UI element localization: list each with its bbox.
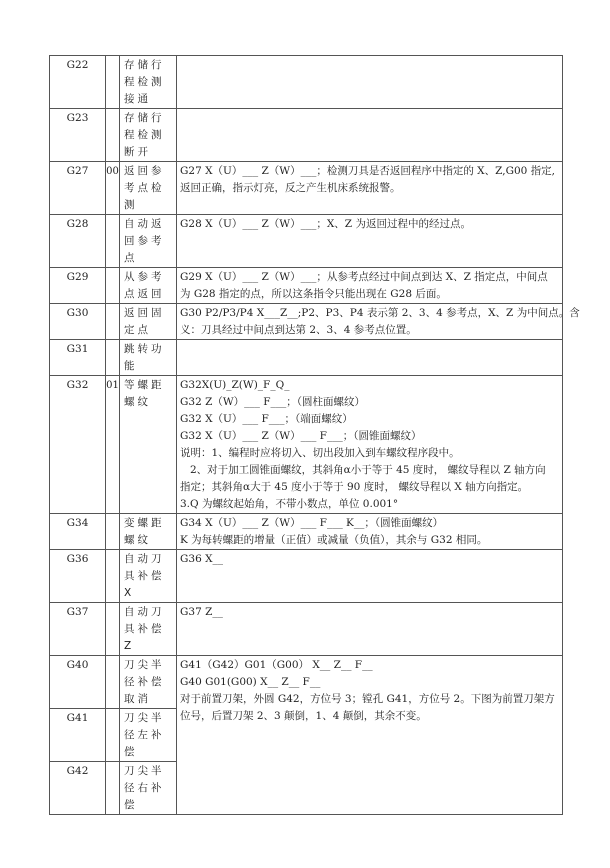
group-cell: [106, 656, 120, 709]
code-cell: G28: [50, 215, 106, 268]
group-cell: [106, 109, 120, 162]
table-row: [50, 376, 563, 514]
desc-cell: [177, 215, 563, 268]
desc-cell: [177, 109, 563, 162]
code-cell: G42: [50, 762, 106, 815]
desc-line: G32 Z（W）___ F___；（圆柱面螺纹）: [180, 396, 366, 408]
name-cell: 自动返回参考点: [120, 215, 177, 268]
desc-cell: [177, 304, 580, 340]
desc-line: G27 X（U）___ Z（W）___；检测刀具是否返回程序中指定的 X、Z,G00 指定,: [180, 165, 556, 177]
code-cell: G30: [50, 304, 106, 340]
desc-line: G29 X（U）___ Z（W）___；从参考点经过中间点到达 X、Z 指定点，中间点: [180, 271, 548, 283]
table-row: [50, 304, 563, 340]
name-cell: 刀尖半径右补偿: [120, 762, 177, 815]
group-cell: [106, 268, 120, 304]
name-cell: 返回参考点检测: [120, 162, 177, 215]
desc-line: 3.Q 为螺纹起始角，不带小数点，单位 0.001°: [180, 498, 399, 510]
desc-cell: [177, 162, 563, 215]
group-cell: [106, 550, 120, 603]
name-cell: 自动刀具补偿X: [120, 550, 177, 603]
group-cell: [106, 603, 120, 656]
desc-line: 对于前置刀架，外圆 G42，方位号 3；镗孔 G41，方位号 2。下图为前置刀架方: [180, 693, 555, 705]
desc-line: 指定；其斜角α大于 45 度小于等于 90 度时， 螺纹导程以 X 轴方向指定。: [180, 481, 529, 493]
desc-cell: [177, 268, 563, 304]
desc-cell: [177, 550, 563, 603]
group-cell: [106, 762, 120, 815]
table-row: [50, 162, 563, 215]
desc-cell: [177, 603, 563, 656]
desc-line: G32 X（U）___ Z（W）___ F___；（圆锥面螺纹）: [180, 430, 422, 442]
desc-line: 义：刀具经过中间点到达第 2、3、4 参考点位置。: [180, 324, 417, 336]
desc-cell: [177, 656, 563, 815]
desc-line: G41（G42）G01（G00） X__ Z__ F__: [180, 659, 373, 671]
group-cell: 01: [106, 376, 120, 514]
code-cell: G31: [50, 340, 106, 376]
desc-line: 返回正确，指示灯亮，反之产生机床系统报警。: [180, 182, 401, 194]
table-row: [50, 603, 563, 656]
code-cell: G29: [50, 268, 106, 304]
code-cell: G32: [50, 376, 106, 514]
desc-line: G37 Z__: [180, 606, 223, 618]
name-cell: 跳转功能: [120, 340, 177, 376]
name-cell: 存储行程检测接通: [120, 56, 177, 109]
desc-cell: [177, 340, 563, 376]
desc-line: G32 X（U）___ F___；（端面螺纹）: [180, 413, 353, 425]
name-cell: 变螺距螺纹: [120, 514, 177, 550]
desc-cell: [177, 514, 563, 550]
desc-line: 位号，后置刀架 2、3 颠倒，1、4 颠倒，其余不变。: [180, 710, 427, 722]
code-cell: G36: [50, 550, 106, 603]
name-cell: 存储行程检测断开: [120, 109, 177, 162]
desc-line: G34 X（U）___ Z（W）___ F___ K__；（圆锥面螺纹）: [180, 517, 444, 529]
desc-line: G36 X__: [180, 553, 224, 565]
table-row: [50, 56, 563, 109]
group-cell: [106, 514, 120, 550]
gcode-table: [49, 55, 580, 815]
table-row: [50, 109, 563, 162]
table-row: [50, 215, 563, 268]
name-cell: 自动刀具补偿Z: [120, 603, 177, 656]
table-row: [50, 514, 563, 550]
code-cell: G37: [50, 603, 106, 656]
name-cell: 等螺距螺纹: [120, 376, 177, 514]
desc-line: G40 G01(G00) X__ Z__ F__: [180, 676, 321, 688]
code-cell: G40: [50, 656, 106, 709]
group-cell: [106, 709, 120, 762]
code-cell: G41: [50, 709, 106, 762]
name-cell: 返回固定点: [120, 304, 177, 340]
group-cell: 00: [106, 162, 120, 215]
group-cell: [106, 215, 120, 268]
name-cell: 刀尖半径补偿取消: [120, 656, 177, 709]
desc-line: G32X(U)_Z(W)_F_Q_: [180, 379, 290, 391]
name-cell: 刀尖半径左补偿: [120, 709, 177, 762]
name-cell: 从参考点返回: [120, 268, 177, 304]
desc-line: G28 X（U）___ Z（W）___；X、Z 为返回过程中的经过点。: [180, 218, 471, 230]
table-row: [50, 268, 563, 304]
desc-line: G30 P2/P3/P4 X___Z__;P2、P3、P4 表示第 2、3、4 参考点，X、Z 为中间点。含: [180, 307, 580, 319]
desc-line: K 为每转螺距的增量（正值）或减量（负值），其余与 G32 相同。: [180, 534, 488, 546]
group-cell: [106, 340, 120, 376]
desc-cell: [177, 376, 563, 514]
desc-cell: [177, 56, 563, 109]
desc-line: 为 G28 指定的点，所以这条指令只能出现在 G28 后面。: [180, 288, 447, 300]
table-row: [50, 340, 563, 376]
table-row: [50, 656, 563, 709]
desc-line: 说明：1、编程时应将切入、切出段加入到车螺纹程序段中。: [180, 447, 460, 459]
code-cell: G34: [50, 514, 106, 550]
group-cell: [106, 56, 120, 109]
desc-line: 2、对于加工圆锥面螺纹，其斜角α小于等于 45 度时， 螺纹导程以 Z 轴方向: [190, 464, 546, 476]
code-cell: G23: [50, 109, 106, 162]
code-cell: G27: [50, 162, 106, 215]
table-row: [50, 550, 563, 603]
group-cell: [106, 304, 120, 340]
code-cell: G22: [50, 56, 106, 109]
